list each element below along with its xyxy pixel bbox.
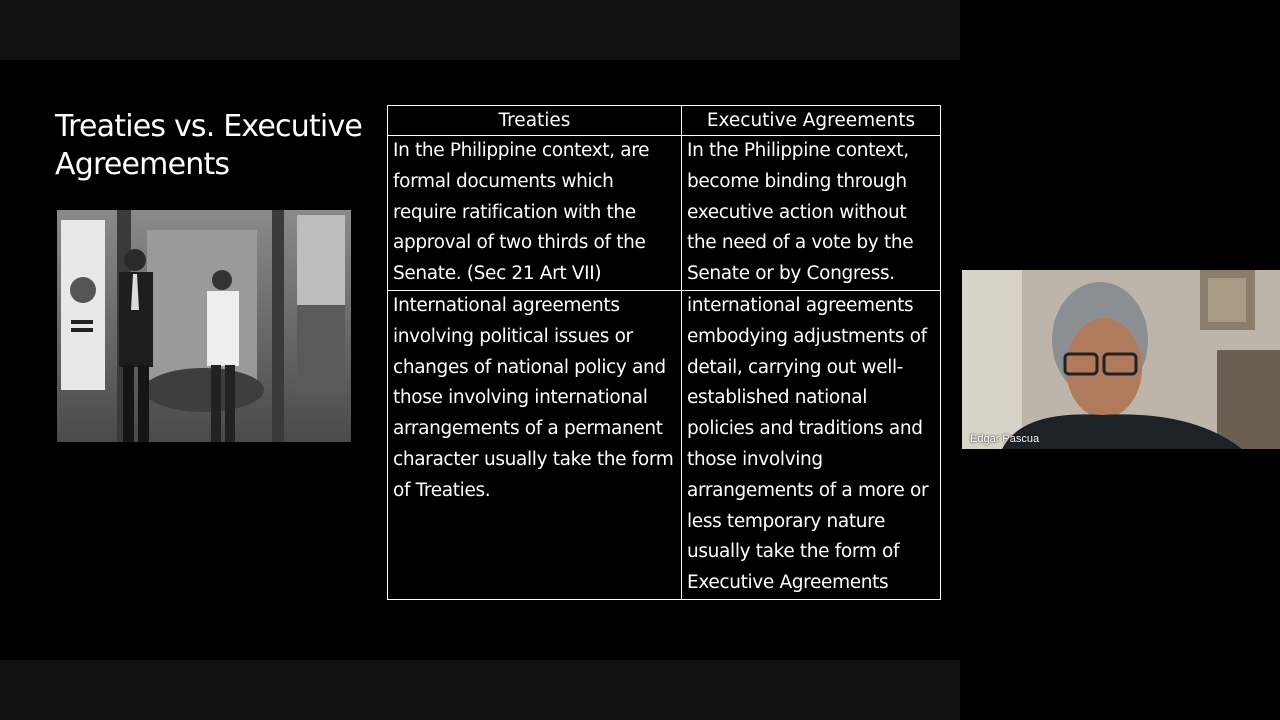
table-row xyxy=(388,136,941,291)
table-cell-treaties-definition: In the Philippine context, are formal documents which require ratification with the approval of two thirds of the Senate. (Sec 21 Art VII) xyxy=(388,136,682,291)
table-header-row xyxy=(388,106,941,136)
table-cell-executive-scope: international agreements embodying adjustments of detail, carrying out well-established national policies and traditions and those involving arrangements of a more or less temporary nature usually take the form of Executive Agreements xyxy=(682,290,941,599)
header-executive-agreements: Executive Agreements xyxy=(682,106,941,136)
comparison-table xyxy=(387,105,941,600)
table-row xyxy=(388,290,941,599)
participant-video-feed xyxy=(962,270,1280,449)
table-cell-treaties-scope: International agreements involving political issues or changes of national policy and those involving international arrangements of a permanent character usually take the form of Treaties. xyxy=(388,290,682,599)
table-cell-executive-definition: In the Philippine context, become binding through executive action without the need of a vote by the Senate or by Congress. xyxy=(682,136,941,291)
photo-illustration xyxy=(57,210,351,442)
header-treaties: Treaties xyxy=(388,106,682,136)
slide-photo xyxy=(57,210,351,442)
participant-name-label: Edgar Pascua xyxy=(970,433,1040,445)
slide-title: Treaties vs. Executive Agreements xyxy=(55,109,363,182)
participant-video-tile[interactable] xyxy=(962,270,1280,449)
presentation-slide xyxy=(0,60,960,660)
